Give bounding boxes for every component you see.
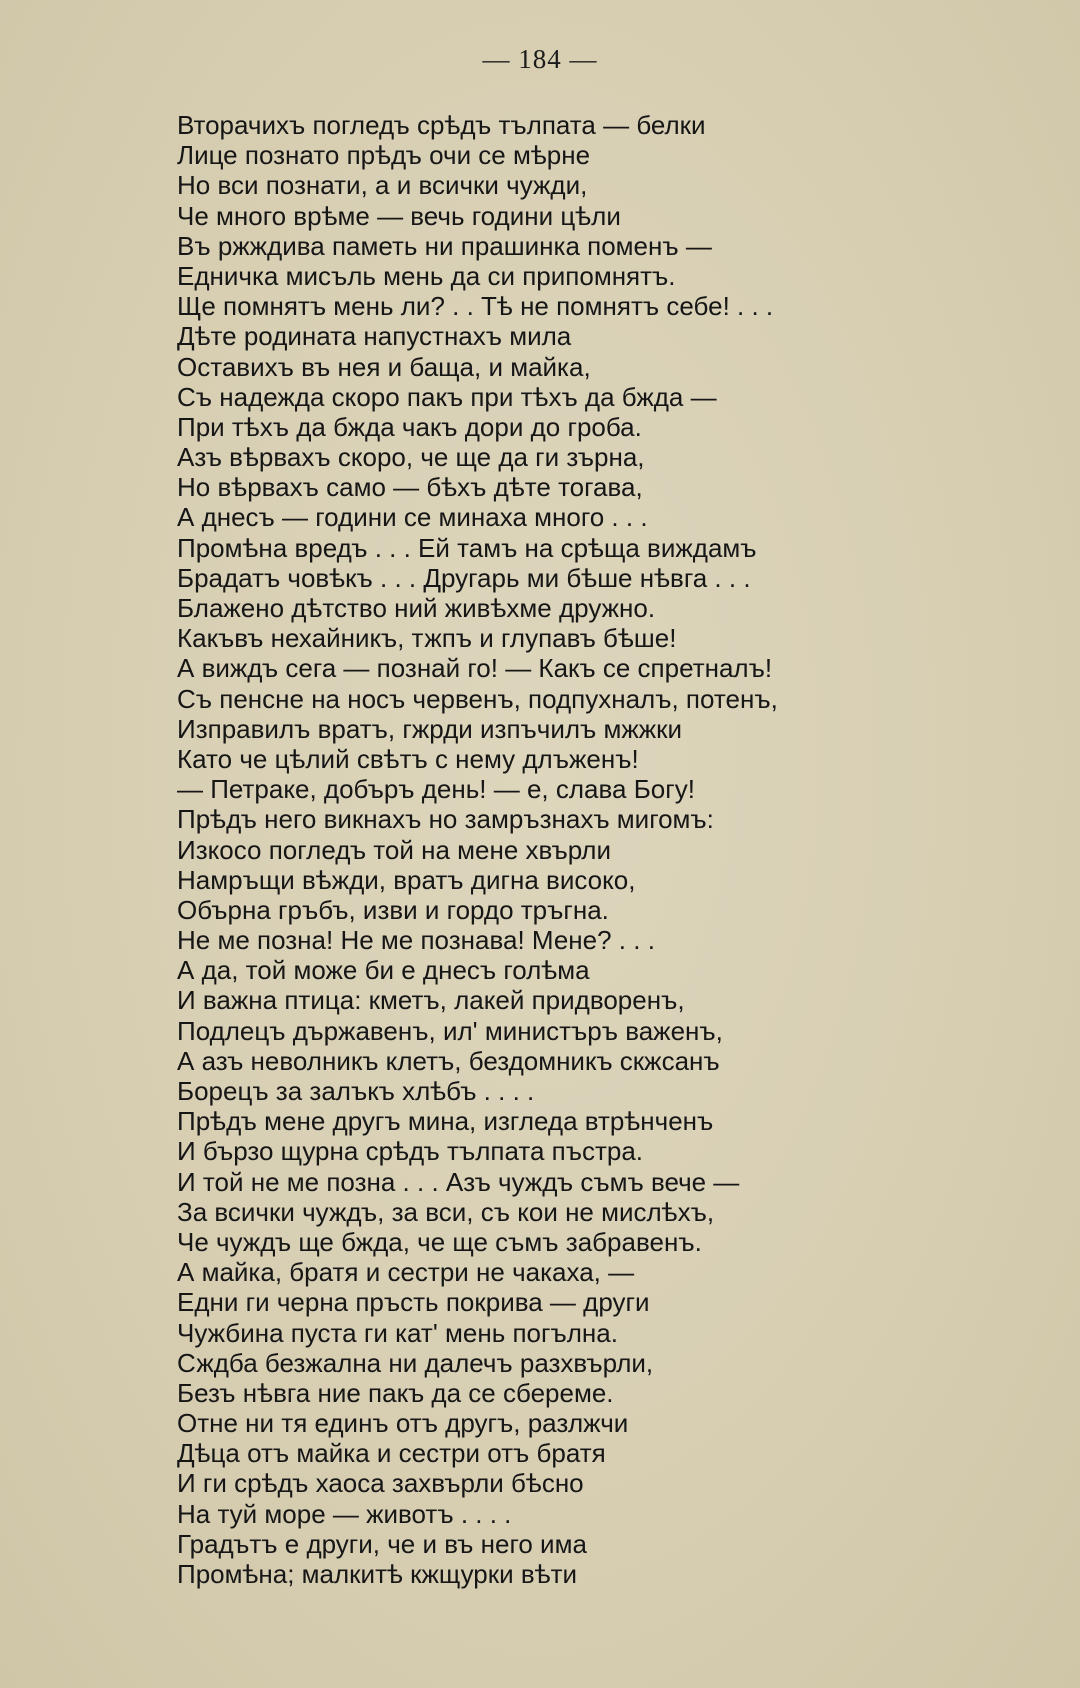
poem-line: За всички чуждъ, за вси, съ кои не мислѣхъ,	[177, 1196, 715, 1227]
poem-line: И важна птица: кметъ, лакей придворенъ,	[177, 985, 685, 1016]
poem-line: Като че цѣлий свѣтъ с нему длъженъ!	[177, 743, 639, 774]
poem-line: Едничка мисъль мень да си припомнятъ.	[177, 260, 676, 291]
poem-line: Прѣдъ мене другъ мина, изгледа втрѣнченъ	[177, 1106, 714, 1137]
poem-line: — Петраке, добъръ день! — е, слава Богу!	[177, 774, 695, 805]
poem-line: Промѣна; малкитѣ кжщурки вѣти	[177, 1559, 578, 1589]
poem-line: И той не ме позна . . . Азъ чуждъ съмъ вече —	[177, 1166, 740, 1197]
poem-line: Оставихъ въ нея и баща, и майка,	[177, 351, 591, 382]
poem-line: Обърна гръбъ, изви и гордо тръгна.	[177, 894, 609, 925]
poem-line: Блажено дѣтство ний живѣхме дружно.	[177, 593, 656, 623]
poem-line: Градътъ е други, че и въ него има	[177, 1528, 587, 1559]
poem-line: Не ме позна! Не ме познава! Мене? . . .	[177, 925, 655, 956]
poem-line: Въ ржждива паметь ни прашинка поменъ —	[177, 230, 712, 261]
poem-text	[177, 110, 1037, 1589]
poem-line: Отне ни тя единъ отъ другъ, разлжчи	[177, 1408, 629, 1439]
poem-line: Че чуждъ ще бжда, че ще съмъ забравенъ.	[177, 1226, 702, 1257]
poem-line: Азъ вѣрвахъ скоро, че ще да ги зърна,	[177, 442, 645, 473]
poem-line: При тѣхъ да бжда чакъ дори до гроба.	[177, 411, 642, 442]
poem-line: Дѣте родината напустнахъ мила	[177, 321, 572, 352]
poem-line: Безъ нѣвга ние пакъ да се сбереме.	[177, 1377, 614, 1408]
poem-line: Но вѣрвахъ само — бѣхъ дѣте тогава,	[177, 472, 643, 503]
poem-line: И бързо щурна срѣдъ тълпата пъстра.	[177, 1136, 644, 1167]
poem-line: Подлецъ държавенъ, ил' министъръ важенъ,	[177, 1015, 723, 1046]
poem-line: Прѣдъ него викнахъ но замръзнахъ мигомъ:	[177, 804, 714, 835]
poem-line: На туй море — животъ . . . .	[177, 1498, 512, 1529]
poem-line: А виждъ сега — познай го! — Какъ се спретналъ!	[177, 653, 773, 684]
poem-line: Сждба безжална ни далечъ разхвърли,	[177, 1347, 654, 1378]
poem-line: Лице познато прѣдъ очи се мѣрне	[177, 140, 591, 171]
poem-line: Дѣца отъ майка и сестри отъ братя	[177, 1438, 606, 1469]
poem-line: Намръщи вѣжди, вратъ дигна високо,	[177, 864, 636, 895]
poem-line: А да, той може би е днесъ голѣма	[177, 955, 590, 986]
poem-line: Вторачихъ погледъ срѣдъ тълпата — белки	[177, 110, 706, 140]
poem-line: Какъвъ нехайникъ, тжпъ и глупавъ бѣше!	[177, 623, 677, 654]
poem-line: Промѣна вредъ . . . Ей тамъ на срѣща виждамъ	[177, 532, 757, 563]
poem-line: Брадатъ човѣкъ . . . Другарь ми бѣше нѣвга . . .	[177, 562, 751, 593]
poem-line: А майка, братя и сестри не чакаха, —	[177, 1257, 635, 1288]
page-number: — 184 —	[482, 44, 598, 74]
poem-line: Борецъ за залъкъ хлѣбъ . . . .	[177, 1076, 535, 1106]
poem-line: Чужбина пуста ги кат' мень погълна.	[177, 1317, 618, 1348]
poem-line: Изправилъ вратъ, гжрди изпъчилъ мжжки	[177, 713, 683, 744]
poem-line: Но вси познати, а и всички чужди,	[177, 170, 588, 201]
poem-line: Изкосо погледъ той на мене хвърли	[177, 834, 612, 865]
poem-line: Ще помнятъ мень ли? . . Тѣ не помнятъ себе! . . .	[177, 291, 774, 322]
poem-line: И ги срѣдъ хаоса захвърли бѣсно	[177, 1468, 584, 1499]
poem-line: А азъ неволникъ клетъ, бездомникъ скжсанъ	[177, 1045, 720, 1076]
poem-line: Че много врѣме — вечь години цѣли	[177, 200, 621, 231]
poem-line: Съ пенсне на носъ червенъ, подпухналъ, потенъ,	[177, 683, 778, 714]
poem-line: А днесъ — години се минаха много . . .	[177, 502, 648, 533]
poem-line: Съ надежда скоро пакъ при тѣхъ да бжда —	[177, 381, 717, 412]
poem-line: Едни ги черна пръсть покрива — други	[177, 1287, 650, 1318]
